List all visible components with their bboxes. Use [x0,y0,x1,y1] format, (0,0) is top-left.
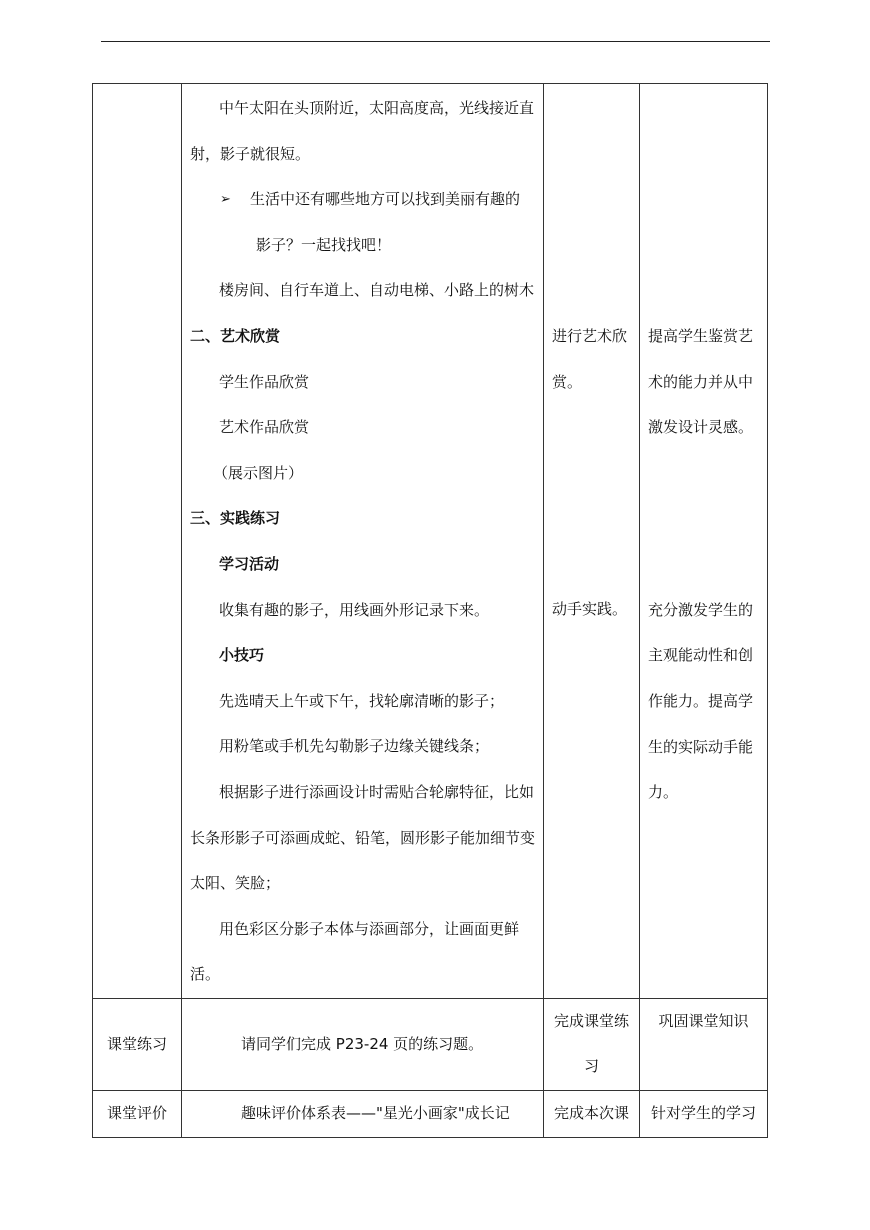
arrow-bullet-icon: ➢ [220,192,231,208]
student-works: 学生作品欣赏 [219,372,310,391]
design-intent-cell [640,84,768,999]
show-images-note: （展示图片） [213,463,304,482]
practice-intent-line2: 主观能动性和创 [648,646,754,665]
evaluation-intent-cell [640,1091,768,1138]
evaluation-label: 课堂评价 [106,1104,167,1123]
answer-places: 楼房间、自行车道上、自动电梯、小路上的树木 [219,281,535,300]
art-intent-line2: 术的能力并从中 [648,372,754,391]
practice-intent-line3: 作能力。提高学 [648,691,754,710]
evaluation-activity-cell [544,1091,640,1138]
tip-4-line1: 用色彩区分影子本体与添画部分，让画面更鲜 [219,919,520,938]
practice-activity: 动手实践。 [552,600,628,619]
question-line2: 影子？一起找找吧！ [256,235,392,254]
evaluation-content-cell [182,1091,544,1138]
exercise-label: 课堂练习 [106,1034,167,1053]
activity-text: 收集有趣的影子，用线画外形记录下来。 [219,600,490,619]
practice-intent-line5: 力。 [648,783,679,802]
exercise-activity-line1: 完成课堂练 [553,1011,629,1030]
practice-intent-line1: 充分激发学生的 [648,600,754,619]
question-line1 [182,177,543,223]
section-3-title: 三、实践练习 [190,509,281,528]
header-rule [101,41,770,42]
evaluation-activity: 完成本次课 [553,1104,629,1123]
exercise-row [93,998,768,1090]
activity-title: 学习活动 [219,554,280,573]
tip-3-line2: 长条形影子可添画成蛇、铅笔，圆形影子能加细节变 [190,828,536,847]
exercise-content-cell [182,998,544,1090]
noon-paragraph-line2: 射，影子就很短。 [190,144,311,163]
art-activity-line2: 赏。 [552,372,583,391]
evaluation-intent: 针对学生的学习 [650,1104,756,1123]
noon-paragraph-line1: 中午太阳在头顶附近，太阳高度高，光线接近直 [219,99,535,117]
tip-4-line2: 活。 [190,965,221,984]
evaluation-content: 趣味评价体系表——"星光小画家"成长记 [241,1104,510,1123]
process-label-cell [93,84,182,999]
art-intent-line3: 激发设计灵感。 [648,418,754,437]
exercise-intent-cell [640,998,768,1090]
tip-2: 用粉笔或手机先勾勒影子边缘关键线条； [219,737,490,756]
exercise-content: 请同学们完成 P23-24 页的练习题。 [241,1034,484,1053]
practice-intent-line4: 生的实际动手能 [648,737,754,756]
question-text: 生活中还有哪些地方可以找到美丽有趣的 [250,190,521,209]
section-2-title: 二、艺术欣赏 [190,326,281,345]
art-activity-line1: 进行艺术欣 [552,327,628,345]
exercise-activity-cell [544,998,640,1090]
exercise-intent: 巩固课堂知识 [658,1011,749,1030]
evaluation-label-cell [93,1091,182,1138]
exercise-activity-line2: 习 [583,1057,599,1076]
tip-3-line3: 太阳、笑脸； [190,874,281,893]
process-row [93,84,768,999]
art-intent-line1: 提高学生鉴赏艺 [648,327,754,345]
tip-1: 先选晴天上午或下午，找轮廓清晰的影子； [219,691,505,710]
student-activity-cell [544,84,640,999]
lesson-plan-table [92,83,768,1138]
lesson-content-cell [182,84,544,999]
tip-3-line1: 根据影子进行添画设计时需贴合轮廓特征，比如 [219,782,535,801]
exercise-label-cell [93,998,182,1090]
art-works: 艺术作品欣赏 [219,418,310,437]
evaluation-row [93,1091,768,1138]
tips-title: 小技巧 [219,646,265,665]
